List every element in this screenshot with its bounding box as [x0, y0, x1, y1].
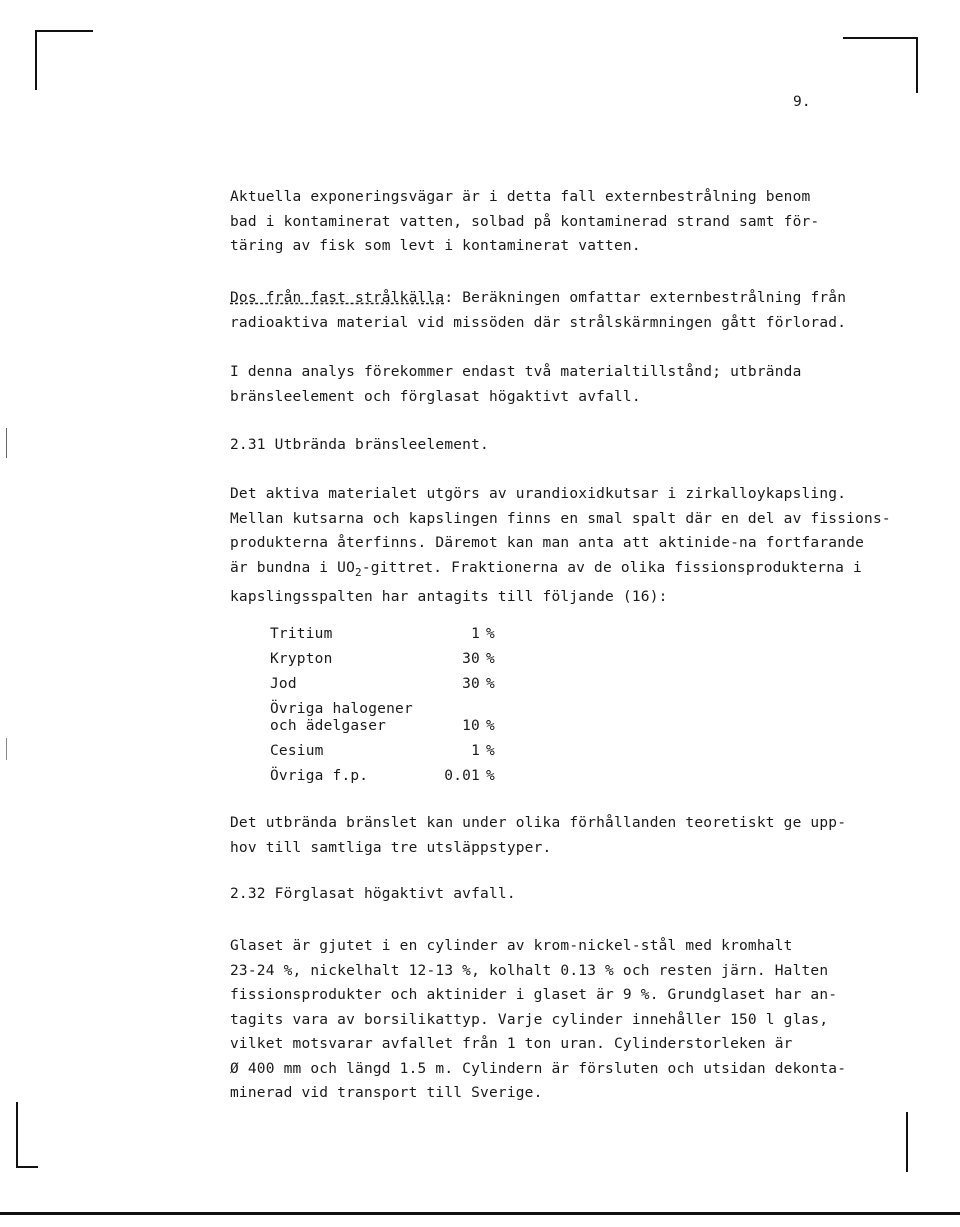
fission-product-fractions-table	[270, 618, 506, 785]
section-heading-2-31: 2.31 Utbrända bränsleelement.	[230, 437, 489, 453]
paragraph-line: Glaset är gjutet i en cylinder av krom-nickel-stål med kromhalt	[230, 938, 793, 954]
paragraph-line: I denna analys förekommer endast två materialtillstånd; utbrända	[230, 364, 802, 380]
fraction-unit: %	[486, 676, 495, 692]
frame-mark-top-left-vertical	[35, 30, 37, 90]
paragraph-line: Mellan kutsarna och kapslingen finns en smal spalt där en del av fissions-	[230, 510, 891, 527]
table-row	[270, 618, 506, 643]
frame-mark-top-right-vertical	[916, 37, 918, 93]
paragraph-line	[230, 556, 862, 585]
paragraph-line: minerad vid transport till Sverige.	[230, 1085, 543, 1101]
margin-mark-left	[6, 428, 7, 458]
page-number: 9.	[793, 94, 811, 110]
fraction-value: 10	[462, 718, 480, 734]
paragraph-line: tagits vara av borsilikattyp. Varje cylinder innehåller 150 l glas,	[230, 1011, 829, 1028]
fraction-unit: %	[486, 626, 495, 642]
paragraph-line: bad i kontaminerat vatten, solbad på kontaminerad strand samt för-	[230, 213, 820, 230]
subscript-2: 2	[355, 565, 362, 579]
paragraph-line: Det utbrända bränslet kan under olika förhållanden teoretiskt ge upp-	[230, 815, 847, 831]
paragraph-line: hov till samtliga tre utsläppstyper.	[230, 839, 552, 856]
fraction-value: 0.01	[444, 768, 480, 784]
table-row	[270, 735, 506, 760]
fraction-name: Cesium	[270, 743, 324, 759]
paragraph-line: 23-24 %, nickelhalt 12-13 %, kolhalt 0.13 % och resten järn. Halten	[230, 962, 829, 979]
paragraph-exposure-paths	[230, 185, 820, 259]
paragraph-line: produkterna återfinns. Däremot kan man anta att aktinide-na fortfarande	[230, 535, 865, 551]
paragraph-line: radioaktiva material vid missöden där strålskärmningen gått förlorad.	[230, 314, 847, 331]
inline-heading-dose: Dos från fast strålkälla	[230, 290, 445, 306]
paragraph-material-states	[230, 360, 810, 409]
paragraph-line: Det aktiva materialet utgörs av urandioxidkutsar i zirkalloykapsling.	[230, 486, 847, 502]
fraction-value: 1	[471, 743, 480, 759]
table-row	[270, 668, 506, 693]
fraction-unit: %	[486, 743, 495, 759]
fraction-name: Jod	[270, 676, 297, 692]
paragraph-line: kapslingsspalten har antagits till följande (16):	[230, 588, 668, 605]
paragraph-active-material	[230, 482, 891, 609]
table-row	[270, 693, 506, 735]
fraction-name: Övriga f.p.	[270, 768, 369, 784]
paragraph-line-rest: : Beräkningen omfattar externbestrålning från	[444, 290, 847, 306]
fraction-value: 30	[462, 651, 480, 667]
fraction-name: Tritium	[270, 626, 333, 642]
fraction-value: 30	[462, 676, 480, 692]
fraction-unit: %	[486, 718, 495, 734]
table-row	[270, 760, 506, 785]
paragraph-line: bränsleelement och förglasat högaktivt avfall.	[230, 388, 641, 405]
paragraph-line: täring av fisk som levt i kontaminerat vatten.	[230, 238, 641, 254]
paragraph-line: Aktuella exponeringsvägar är i detta fall externbestrålning benom	[230, 189, 811, 205]
line-part: -gittret. Fraktionerna av de olika fissionsprodukterna i	[361, 559, 862, 576]
fraction-unit: %	[486, 768, 495, 784]
fraction-name: Krypton	[270, 651, 333, 667]
line-part: är bundna i UO	[230, 559, 356, 576]
paragraph-line: fissionsprodukter och aktinider i glaset är 9 %. Grundglaset har an-	[230, 987, 838, 1003]
paragraph-line: vilket motsvarar avfallet från 1 ton uran. Cylinderstorleken är	[230, 1036, 793, 1052]
paragraph-spent-fuel-release	[230, 811, 847, 860]
margin-mark-left-2	[6, 738, 7, 760]
frame-mark-top-left-horizontal	[35, 30, 93, 32]
frame-mark-bottom-left-vertical	[16, 1102, 18, 1168]
paragraph-vitrified-waste	[230, 934, 847, 1106]
frame-mark-bottom-left-horizontal	[16, 1166, 38, 1168]
scan-bottom-edge	[0, 1212, 960, 1215]
fraction-name: Övriga halogener och ädelgaser	[270, 701, 413, 734]
fraction-value: 1	[471, 626, 480, 642]
paragraph-dose-fixed-source	[230, 286, 847, 335]
paragraph-line	[230, 286, 847, 311]
frame-mark-bottom-right-vertical	[906, 1112, 908, 1172]
section-heading-2-32: 2.32 Förglasat högaktivt avfall.	[230, 886, 516, 902]
frame-mark-top-right-horizontal	[843, 37, 918, 39]
paragraph-line: Ø 400 mm och längd 1.5 m. Cylindern är försluten och utsidan dekonta-	[230, 1060, 847, 1077]
fraction-unit: %	[486, 651, 495, 667]
table-row	[270, 643, 506, 668]
